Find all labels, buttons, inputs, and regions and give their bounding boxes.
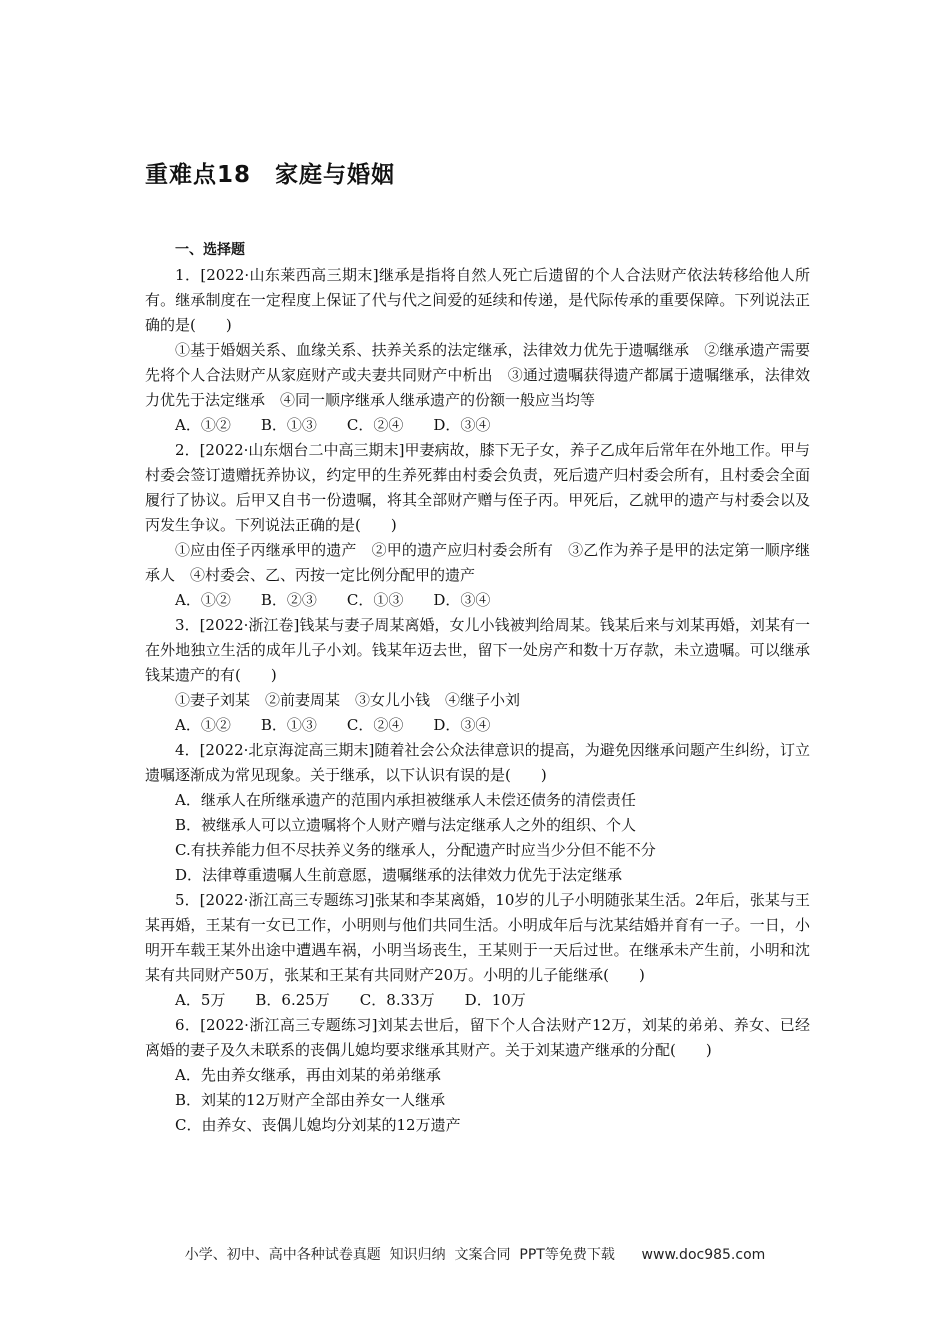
question-6-choice-c: C．由养女、丧偶儿媳均分刘某的12万遗产 <box>175 1116 461 1134</box>
question-3-options: A．①② B．①③ C．②④ D．③④ <box>175 716 491 734</box>
question-4-choice-c: C.有扶养能力但不尽扶养义务的继承人，分配遗产时应当少分但不能不分 <box>175 841 656 859</box>
question-3-stem: 3．[2022·浙江卷]钱某与妻子周某离婚，女儿小钱被判给周某。钱某后来与刘某再婚，刘某有一在外地独立生活的成年儿子小刘。钱某年迈去世，留下一处房产和数十万存款，未立遗嘱。可以继承钱某遗产的有( ) <box>145 616 810 684</box>
question-4-choice-d: D．法律尊重遗嘱人生前意愿，遗嘱继承的法律效力优先于法定继承 <box>175 866 623 884</box>
question-list <box>145 238 810 1138</box>
question-5-stem: 5．[2022·浙江高三专题练习]张某和李某离婚，10岁的儿子小明随张某生活。2年后，张某与王某再婚，王某有一女已工作，小明则与他们共同生活。小明成年后与沈某结婚并育有一子。一日，小明开车载王某外出途中遭遇车祸，小明当场丧生，王某则于一天后过世。在继承未产生前，小明和沈某有共同财产50万，张某和王某有共同财产20万。小明的儿子能继承( ) <box>145 891 810 984</box>
question-2-options: A．①② B．②③ C．①③ D．③④ <box>175 591 491 609</box>
section-heading: 一、选择题 <box>175 242 245 258</box>
question-4-stem: 4．[2022·北京海淀高三期末]随着社会公众法律意识的提高，为避免因继承问题产生纠纷，订立遗嘱逐渐成为常见现象。关于继承，以下认识有误的是( ) <box>145 741 810 784</box>
question-6-choice-a: A．先由养女继承，再由刘某的弟弟继承 <box>175 1066 441 1084</box>
page-title: 重难点18 家庭与婚姻 <box>145 162 396 188</box>
question-5-options: A．5万 B．6.25万 C．8.33万 D．10万 <box>175 991 526 1009</box>
question-4-choice-b: B．被继承人可以立遗嘱将个人财产赠与法定继承人之外的组织、个人 <box>175 816 637 834</box>
page-footer: 小学、初中、高中各种试卷真题 知识归纳 文案合同 PPT等免费下载 www.doc985.com <box>184 1247 766 1263</box>
question-1-stem: 1．[2022·山东莱西高三期末]继承是指将自然人死亡后遗留的个人合法财产依法转移给他人所有。继承制度在一定程度上保证了代与代之间爱的延续和传递，是代际传承的重要保障。下列说法正确的是( ) <box>145 266 810 334</box>
question-1-options: A．①② B．①③ C．②④ D．③④ <box>175 416 491 434</box>
question-3-statements: ①妻子刘某 ②前妻周某 ③女儿小钱 ④继子小刘 <box>175 691 521 709</box>
question-2-statements: ①应由侄子丙继承甲的遗产 ②甲的遗产应归村委会所有 ③乙作为养子是甲的法定第一顺序继承人 ④村委会、乙、丙按一定比例分配甲的遗产 <box>145 541 810 584</box>
question-4-choice-a: A．继承人在所继承遗产的范围内承担被继承人未偿还债务的清偿责任 <box>175 791 636 809</box>
question-6-choice-b: B．刘某的12万财产全部由养女一人继承 <box>175 1091 446 1109</box>
question-1-statements: ①基于婚姻关系、血缘关系、扶养关系的法定继承，法律效力优先于遗嘱继承 ②继承遗产需要先将个人合法财产从家庭财产或夫妻共同财产中析出 ③通过遗嘱获得遗产都属于遗嘱继承，法律效力优先于法定继承 ④同一顺序继承人继承遗产的份额一般应当均等 <box>145 341 810 409</box>
question-2-stem: 2．[2022·山东烟台二中高三期末]甲妻病故，膝下无子女，养子乙成年后常年在外地工作。甲与村委会签订遗赠抚养协议，约定甲的生养死葬由村委会负责，死后遗产归村委会所有，且村委会全面履行了协议。后甲又自书一份遗嘱，将其全部财产赠与侄子丙。甲死后，乙就甲的遗产与村委会以及丙发生争议。下列说法正确的是( ) <box>145 441 810 534</box>
question-6-stem: 6．[2022·浙江高三专题练习]刘某去世后，留下个人合法财产12万，刘某的弟弟、养女、已经离婚的妻子及久未联系的丧偶儿媳均要求继承其财产。关于刘某遗产继承的分配( ) <box>145 1016 810 1059</box>
